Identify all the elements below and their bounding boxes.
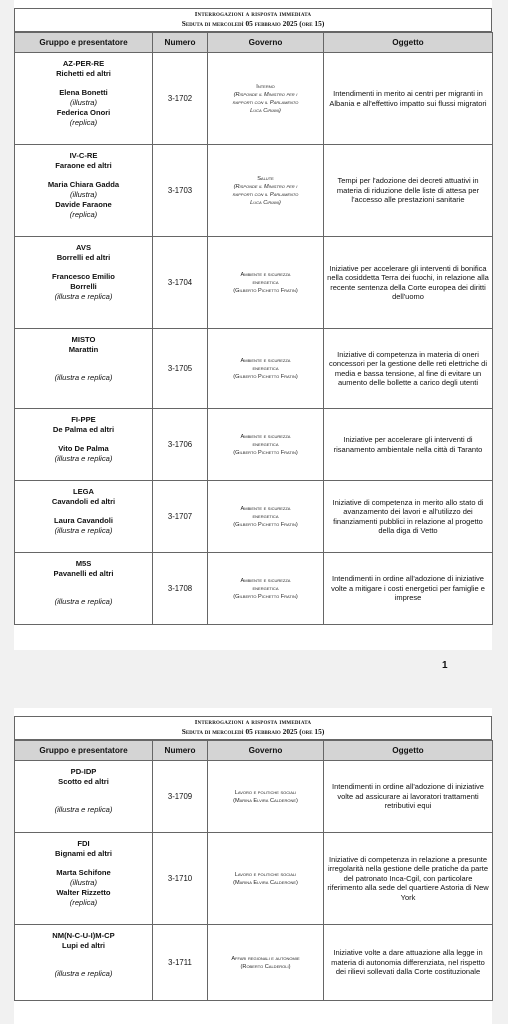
- government-line: Interno: [256, 83, 275, 90]
- government-line: Lavoro e politiche sociali: [234, 871, 297, 878]
- presenter-cell: [15, 329, 153, 409]
- question-number: 3-1709: [153, 761, 208, 833]
- subject-text: Iniziative volte a dare attuazione alla legge in materia di autonomia differenziata, nel rispetto dei rilievi sollevati dalla Corte costituzionale: [324, 925, 493, 1001]
- presenter-cell: [15, 481, 153, 553]
- government-line: (Gilberto Pichetto Fratin): [233, 287, 298, 294]
- table-row: [15, 329, 493, 409]
- government-line: (Risponde il Ministro per i: [233, 91, 298, 98]
- government-cell: [208, 553, 324, 625]
- subject-text: Tempi per l'adozione dei decreti attuativi in materia di riduzione delle liste di attesa per l'accesso alle prestazioni sanitarie: [324, 145, 493, 237]
- column-header-subject: Oggetto: [324, 33, 493, 53]
- spacer: [18, 364, 149, 373]
- government-cell: [208, 833, 324, 925]
- spacer: [18, 787, 149, 796]
- role-note: (illustra e replica): [54, 969, 113, 978]
- question-number: 3-1711: [153, 925, 208, 1001]
- government-line: Salute: [257, 175, 274, 182]
- question-number: 3-1708: [153, 553, 208, 625]
- column-header-number: Numero: [153, 741, 208, 761]
- government-line: (Marina Elvira Calderone): [233, 879, 298, 886]
- presenter-name: Borrelli ed altri: [56, 253, 111, 262]
- government-line: (Gilberto Pichetto Fratin): [233, 373, 298, 380]
- spacer: [18, 355, 149, 364]
- presenter-name: Faraone ed altri: [55, 161, 112, 170]
- header-subtitle: Seduta di mercoledì 05 febbraio 2025 (ore 15): [181, 727, 325, 736]
- questions-table: [14, 32, 493, 625]
- table-row: [15, 833, 493, 925]
- spacer: [18, 171, 149, 180]
- government-cell: [208, 329, 324, 409]
- government-line: (Gilberto Pichetto Fratin): [233, 521, 298, 528]
- question-number: 3-1703: [153, 145, 208, 237]
- presenter-cell: [15, 53, 153, 145]
- spacer: [18, 796, 149, 805]
- column-header-government: Governo: [208, 33, 324, 53]
- role-note: (illustra e replica): [54, 597, 113, 606]
- presenter-cell: [15, 553, 153, 625]
- government-line: energetica: [252, 585, 279, 592]
- question-number: 3-1702: [153, 53, 208, 145]
- role-note: (illustra e replica): [54, 454, 113, 463]
- table-row: [15, 145, 493, 237]
- table-row: [15, 481, 493, 553]
- government-cell: [208, 409, 324, 481]
- government-line: energetica: [252, 279, 279, 286]
- role-note: (illustra e replica): [54, 805, 113, 814]
- column-header-presenter: Gruppo e presentatore: [15, 33, 153, 53]
- header-title: Interrogazioni a risposta immediata: [194, 11, 312, 18]
- subject-text: Iniziative per accelerare gli interventi di risanamento ambientale nella città di Taranto: [324, 409, 493, 481]
- presenter-name: Federica Onori: [56, 108, 111, 117]
- presenter-name: De Palma ed altri: [52, 425, 115, 434]
- role-note: (illustra): [69, 878, 97, 887]
- presenter-name: Vito De Palma: [58, 444, 109, 453]
- government-line: rapporti con il Parlamento: [232, 99, 299, 106]
- subject-text: Iniziative di competenza in materia di oneri concessori per la gestione delle reti elettriche di media e bassa tensione, al fine di evitare un aumento delle bollette a carico degli utenti: [324, 329, 493, 409]
- table-row: [15, 925, 493, 1001]
- sitting-header: [14, 8, 492, 32]
- column-header-subject: Oggetto: [324, 741, 493, 761]
- group-name: MISTO: [71, 335, 96, 344]
- spacer: [18, 263, 149, 272]
- spacer: [18, 579, 149, 588]
- presenter-name: Lupi ed altri: [61, 941, 106, 950]
- column-header-number: Numero: [153, 33, 208, 53]
- subject-text: Iniziative di competenza in relazione a presunte irregolarità nella gestione delle pratiche da parte del patronato Inca-Cgil, con particolare riferimento alla sede del quartiere Astoria di New York: [324, 833, 493, 925]
- presenter-name: Pavanelli ed altri: [53, 569, 114, 578]
- government-line: (Marina Elvira Calderone): [233, 797, 298, 804]
- group-name: LEGA: [72, 487, 95, 496]
- header-title: Interrogazioni a risposta immediata: [194, 719, 312, 726]
- presenter-cell: [15, 761, 153, 833]
- presenter-cell: [15, 237, 153, 329]
- role-note: (illustra e replica): [54, 526, 113, 535]
- questions-table: [14, 740, 493, 1001]
- role-note: (illustra): [69, 98, 97, 107]
- presenter-name: Elena Bonetti: [59, 88, 108, 97]
- column-header-presenter: Gruppo e presentatore: [15, 741, 153, 761]
- spacer: [18, 435, 149, 444]
- subject-text: Intendimenti in ordine all'adozione di iniziative volte a mitigare i costi energetici per famiglie e imprese: [324, 553, 493, 625]
- question-number: 3-1704: [153, 237, 208, 329]
- government-line: (Gilberto Pichetto Fratin): [233, 593, 298, 600]
- presenter-cell: [15, 409, 153, 481]
- government-line: (Gilberto Pichetto Fratin): [233, 449, 298, 456]
- spacer: [18, 951, 149, 960]
- government-cell: [208, 237, 324, 329]
- table-row: [15, 409, 493, 481]
- government-line: rapporti con il Parlamento: [232, 191, 299, 198]
- question-number: 3-1706: [153, 409, 208, 481]
- document-sheet: [14, 8, 492, 625]
- government-line: (Roberto Calderoli): [240, 963, 291, 970]
- spacer: [18, 588, 149, 597]
- spacer: [18, 507, 149, 516]
- government-line: Ambiente e sicurezza: [240, 505, 291, 512]
- group-name: IV-C-RE: [69, 151, 98, 160]
- page-number: 1: [442, 660, 448, 671]
- government-cell: [208, 53, 324, 145]
- table-row: [15, 237, 493, 329]
- government-line: Affari regionali e autonomie: [231, 955, 300, 962]
- table-row: [15, 553, 493, 625]
- question-number: 3-1705: [153, 329, 208, 409]
- group-name: PD-IDP: [70, 767, 97, 776]
- spacer: [18, 79, 149, 88]
- role-note: (replica): [69, 118, 98, 127]
- document-page-2: [14, 708, 492, 1024]
- government-line: Luca Ciriani): [250, 107, 281, 114]
- government-cell: [208, 145, 324, 237]
- presenter-name: Borrelli: [70, 282, 97, 291]
- government-line: Ambiente e sicurezza: [240, 577, 291, 584]
- government-line: energetica: [252, 441, 279, 448]
- presenter-cell: [15, 145, 153, 237]
- government-line: Ambiente e sicurezza: [240, 433, 291, 440]
- table-row: [15, 761, 493, 833]
- table-header-row: [15, 33, 493, 53]
- role-note: (replica): [69, 210, 98, 219]
- presenter-name: Cavandoli ed altri: [51, 497, 116, 506]
- document-sheet: [14, 716, 492, 1001]
- presenter-cell: [15, 925, 153, 1001]
- presenter-name: Maria Chiara Gadda: [47, 180, 120, 189]
- government-cell: [208, 481, 324, 553]
- presenter-name: Francesco Emilio: [52, 272, 115, 281]
- government-line: energetica: [252, 365, 279, 372]
- spacer: [18, 859, 149, 868]
- role-note: (replica): [69, 898, 98, 907]
- presenter-name: Marta Schifone: [56, 868, 111, 877]
- presenter-name: Davide Faraone: [55, 200, 112, 209]
- group-name: AVS: [75, 243, 92, 252]
- presenter-name: Scotto ed altri: [58, 777, 109, 786]
- question-number: 3-1707: [153, 481, 208, 553]
- sitting-header: [14, 716, 492, 740]
- government-line: Ambiente e sicurezza: [240, 357, 291, 364]
- subject-text: Iniziative per accelerare gli interventi di bonifica nella cosiddetta Terra dei fuochi, in relazione alla recente sentenza della Corte europea dei diritti dell'uomo: [324, 237, 493, 329]
- document-page-1: [14, 0, 492, 650]
- subject-text: Iniziative di competenza in merito allo stato di avanzamento dei lavori e all'utilizzo dei finanziamenti pubblici in relazione al progetto della diga di Vetto: [324, 481, 493, 553]
- presenter-name: Bignami ed altri: [55, 849, 112, 858]
- role-note: (illustra e replica): [54, 373, 113, 382]
- presenter-name: Richetti ed altri: [56, 69, 111, 78]
- column-header-government: Governo: [208, 741, 324, 761]
- table-header-row: [15, 741, 493, 761]
- table-row: [15, 53, 493, 145]
- group-name: NM(N-C-U-I)M-CP: [52, 931, 115, 940]
- group-name: AZ-PER-RE: [62, 59, 105, 68]
- group-name: M5S: [75, 559, 92, 568]
- presenter-cell: [15, 833, 153, 925]
- government-line: Luca Ciriani): [250, 199, 281, 206]
- header-subtitle: Seduta di mercoledì 05 febbraio 2025 (ore 15): [181, 19, 325, 28]
- question-number: 3-1710: [153, 833, 208, 925]
- group-name: FDI: [77, 839, 90, 848]
- subject-text: Intendimenti in merito ai centri per migranti in Albania e all'effettivo impatto sui flussi migratori: [324, 53, 493, 145]
- government-cell: [208, 761, 324, 833]
- government-cell: [208, 925, 324, 1001]
- presenter-name: Laura Cavandoli: [53, 516, 114, 525]
- group-name: FI-PPE: [71, 415, 96, 424]
- subject-text: Intendimenti in ordine all'adozione di iniziative volte ad assicurare ai lavoratori trattamenti retributivi equi: [324, 761, 493, 833]
- government-line: (Risponde il Ministro per i: [233, 183, 298, 190]
- spacer: [18, 960, 149, 969]
- presenter-name: Marattin: [68, 345, 99, 354]
- government-line: Ambiente e sicurezza: [240, 271, 291, 278]
- presenter-name: Walter Rizzetto: [56, 888, 111, 897]
- government-line: Lavoro e politiche sociali: [234, 789, 297, 796]
- role-note: (illustra e replica): [54, 292, 113, 301]
- role-note: (illustra): [69, 190, 97, 199]
- government-line: energetica: [252, 513, 279, 520]
